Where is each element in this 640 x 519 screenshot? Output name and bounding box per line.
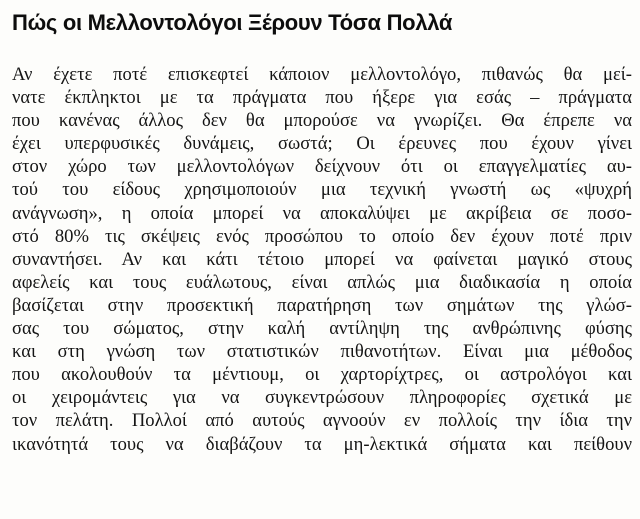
body-line: τού του είδους χρησιμοποιούν μια τεχνική γνωστή ως «ψυχρή xyxy=(12,179,632,201)
article-body xyxy=(12,63,632,456)
body-line: συναντήσει. Αν και κάτι τέτοιο μπορεί να φαίνεται μαγικό στους xyxy=(12,248,632,270)
body-line: και στη γνώση των στατιστικών πιθανοτήτων. Είναι μια μέθοδος xyxy=(12,341,632,363)
article-title: Πώς οι Μελλοντολόγοι Ξέρουν Τόσα Πολλά xyxy=(12,10,453,35)
body-line: οι χειρομάντεις για να συγκεντρώσουν πληροφορίες σχετικά με xyxy=(12,387,632,409)
body-line: έχει υπερφυσικές δυνάμεις, σωστά; Οι έρευνες που έχουν γίνει xyxy=(12,133,632,155)
body-line: τον πελάτη. Πολλοί από αυτούς αγνοούν εν πολλοίς την ίδια την xyxy=(12,410,632,432)
body-line: αφελείς και τους ευάλωτους, είναι απλώς μια διαδικασία η οποία xyxy=(12,271,632,293)
body-line: βασίζεται στην προσεκτική παρατήρηση των σημάτων της γλώσ- xyxy=(12,294,632,316)
body-line: ικανότητά τους να διαβάζουν τα μη-λεκτικά σήματα και πείθουν xyxy=(12,433,632,455)
body-line: που ακολουθούν τα μέντιουμ, οι χαρτορίχτρες, οι αστρολόγοι και xyxy=(12,364,632,386)
body-line: στον χώρο των μελλοντολόγων δείχνουν ότι οι επαγγελματίες αυ- xyxy=(12,156,632,178)
body-line: νατε έκπληκτοι με τα πράγματα που ήξερε για εσάς – πράγματα xyxy=(12,87,632,109)
body-line: σας του σώματος, στην καλή αντίληψη της ανθρώπινης φύσης xyxy=(12,318,632,340)
body-line: που κανένας άλλος δεν θα μπορούσε να γνωρίζει. Θα έπρεπε να xyxy=(12,110,632,132)
body-line: στό 80% τις σκέψεις ενός προσώπου το οποίο δεν έχουν ποτέ πριν xyxy=(12,225,632,247)
body-line: Αν έχετε ποτέ επισκεφτεί κάποιον μελλοντολόγο, πιθανώς θα μεί- xyxy=(12,64,632,85)
body-line: ανάγνωση», η οποία μπορεί να αποκαλύψει με ακρίβεια σε ποσο- xyxy=(12,202,632,224)
